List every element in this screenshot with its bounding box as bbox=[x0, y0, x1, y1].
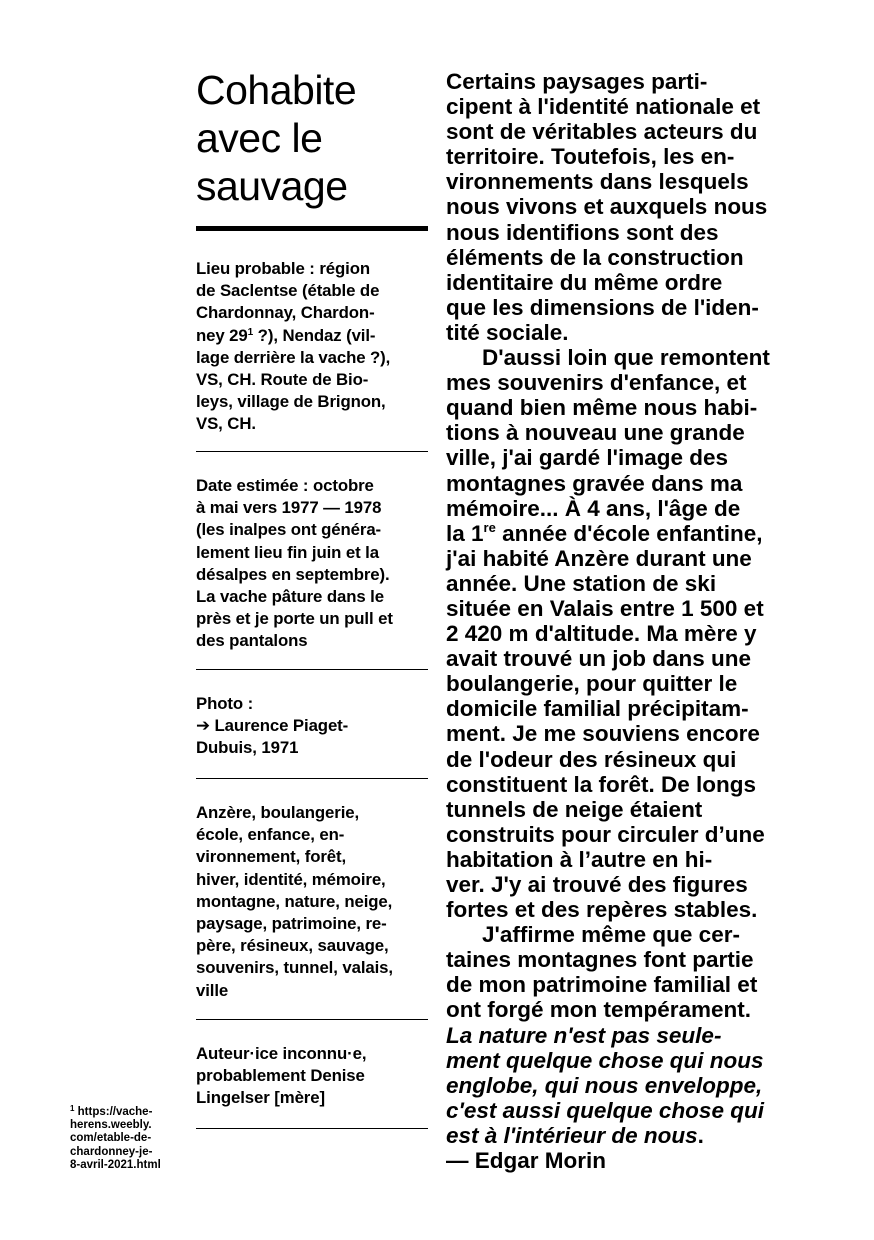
body-line: tunnels de neige étaient bbox=[446, 796, 703, 822]
body-line: nous identifions sont des bbox=[446, 219, 719, 245]
body-line: montagnes gravée dans ma bbox=[446, 470, 743, 496]
body-line: J'affirme même que cer- bbox=[482, 922, 740, 948]
body-line: que les dimensions de l'iden- bbox=[446, 294, 759, 320]
keywords-line: souvenirs, tunnel, valais, bbox=[196, 958, 393, 978]
body-line: ment. Je me souviens encore bbox=[446, 721, 760, 747]
page-title bbox=[196, 66, 428, 210]
body-line: nous vivons et auxquels nous bbox=[446, 194, 768, 220]
title-line: sauvage bbox=[196, 163, 348, 209]
body-line: fortes et des repères stables. bbox=[446, 897, 758, 923]
body-line: éléments de la construction bbox=[446, 244, 744, 270]
date-line: Date estimée : octobre bbox=[196, 476, 374, 495]
location-line: Lieu probable : région bbox=[196, 259, 371, 278]
body-line: ville, j'ai gardé l'image des bbox=[446, 445, 729, 471]
body-line: j'ai habité Anzère durant une bbox=[446, 545, 752, 571]
quote-line: c'est aussi quelque chose qui bbox=[446, 1097, 764, 1123]
quote-line bbox=[446, 1123, 818, 1148]
quote-line: La nature n'est pas seule- bbox=[446, 1022, 722, 1048]
keywords-line: ville bbox=[196, 980, 229, 1000]
location-block bbox=[196, 258, 432, 436]
location-line: lage derrière la vache ?), bbox=[196, 347, 391, 367]
divider bbox=[196, 1019, 428, 1020]
body-line: Certains paysages parti- bbox=[446, 69, 708, 94]
body-line: territoire. Toutefois, les en- bbox=[446, 144, 735, 170]
quote-period: . bbox=[697, 1122, 704, 1148]
body-line: avait trouvé un job dans une bbox=[446, 646, 752, 672]
body-text-fragment: année d'école enfantine, bbox=[495, 520, 763, 546]
keywords-line: hiver, identité, mémoire, bbox=[196, 869, 386, 889]
keywords-line: école, enfance, en- bbox=[196, 825, 345, 845]
body-line: quand bien même nous habi- bbox=[446, 395, 758, 421]
body-text-fragment: la 1 bbox=[446, 520, 484, 546]
footnote-marker: 1 bbox=[247, 326, 254, 338]
body-line: tité sociale. bbox=[446, 319, 569, 345]
body-line: située en Valais entre 1 500 et bbox=[446, 595, 764, 621]
keywords-line: Anzère, boulangerie, bbox=[196, 803, 360, 822]
author-block bbox=[196, 1043, 432, 1110]
date-line: La vache pâture dans le bbox=[196, 587, 384, 607]
body-line: taines montagnes font partie bbox=[446, 947, 754, 973]
title-line: avec le bbox=[196, 115, 323, 161]
keywords-line: montagne, nature, neige, bbox=[196, 891, 393, 911]
body-line: construits pour circuler d’une bbox=[446, 821, 765, 847]
date-block bbox=[196, 475, 432, 653]
footnote-text: https://vache- bbox=[74, 1106, 153, 1118]
body-text bbox=[446, 69, 818, 1173]
body-line: identitaire du même ordre bbox=[446, 269, 723, 295]
footnote-line: 8-avril-2021.html bbox=[70, 1158, 161, 1171]
location-line: leys, village de Brignon, bbox=[196, 392, 386, 412]
quote-line: ment quelque chose qui nous bbox=[446, 1047, 764, 1073]
photo-credit-line: Dubuis, 1971 bbox=[196, 738, 299, 758]
photo-credit-line bbox=[196, 715, 432, 737]
body-line: ver. J'y ai trouvé des figures bbox=[446, 872, 748, 897]
footnote-line: herens.weebly. bbox=[70, 1119, 152, 1132]
body-line: habitation à l’autre en hi- bbox=[446, 846, 713, 872]
location-line bbox=[196, 325, 432, 347]
keywords-line: paysage, patrimoine, re- bbox=[196, 914, 387, 934]
body-line bbox=[446, 521, 818, 546]
quote-attribution: — Edgar Morin bbox=[446, 1148, 607, 1174]
keywords-block bbox=[196, 802, 432, 1002]
photo-credit-block bbox=[196, 693, 432, 760]
body-line: domicile familial précipitam- bbox=[446, 696, 749, 722]
keywords-line: vironnement, forêt, bbox=[196, 847, 347, 867]
footnote-line bbox=[70, 1106, 190, 1119]
body-line: mémoire... À 4 ans, l'âge de bbox=[446, 495, 741, 521]
footnote-line: com/etable-de- bbox=[70, 1132, 152, 1145]
divider bbox=[196, 778, 428, 779]
body-line: cipent à l'identité nationale et bbox=[446, 94, 761, 120]
location-line: Chardonnay, Chardon- bbox=[196, 303, 375, 323]
divider bbox=[196, 669, 428, 670]
title-divider bbox=[196, 226, 428, 231]
divider bbox=[196, 451, 428, 452]
location-text: ney 29 bbox=[196, 325, 248, 345]
arrow-right-icon: ➔ bbox=[196, 716, 210, 736]
author-line: probablement Denise bbox=[196, 1066, 365, 1086]
body-line: tions à nouveau une grande bbox=[446, 420, 745, 446]
body-line: mes souvenirs d'enfance, et bbox=[446, 370, 747, 396]
author-line: Lingelser [mère] bbox=[196, 1088, 325, 1108]
date-line: près et je porte un pull et bbox=[196, 609, 393, 629]
body-line: boulangerie, pour quitter le bbox=[446, 671, 738, 697]
divider bbox=[196, 1128, 428, 1129]
quote-line: englobe, qui nous enveloppe, bbox=[446, 1072, 763, 1098]
footnote-line: chardonney-je- bbox=[70, 1145, 153, 1158]
title-line: Cohabite bbox=[196, 67, 357, 113]
date-line: (les inalpes ont généra- bbox=[196, 520, 382, 540]
body-line: D'aussi loin que remontent bbox=[482, 345, 770, 371]
body-line: de l'odeur des résineux qui bbox=[446, 746, 737, 772]
body-line: constituent la forêt. De longs bbox=[446, 771, 757, 797]
body-line: sont de véritables acteurs du bbox=[446, 119, 758, 145]
keywords-line: père, résineux, sauvage, bbox=[196, 936, 389, 956]
date-line: à mai vers 1977 — 1978 bbox=[196, 498, 382, 518]
location-line: de Saclentse (étable de bbox=[196, 281, 380, 301]
location-line: VS, CH. bbox=[196, 414, 256, 434]
location-text: ?), Nendaz (vil- bbox=[253, 325, 376, 345]
location-line: VS, CH. Route de Bio- bbox=[196, 370, 369, 390]
body-line: de mon patrimoine familial et bbox=[446, 972, 758, 998]
superscript: re bbox=[483, 519, 496, 535]
body-line: ont forgé mon tempérament. bbox=[446, 997, 752, 1023]
date-line: désalpes en septembre). bbox=[196, 564, 390, 584]
quote-text: est à l'intérieur de nous bbox=[446, 1122, 698, 1148]
date-line: lement lieu fin juin et la bbox=[196, 542, 379, 562]
body-line: vironnements dans lesquels bbox=[446, 169, 749, 195]
body-line: 2 420 m d'altitude. Ma mère y bbox=[446, 621, 757, 647]
photo-credit-name: Laurence Piaget- bbox=[209, 716, 349, 736]
photo-label: Photo : bbox=[196, 694, 254, 713]
footnote bbox=[70, 1106, 190, 1172]
body-line: année. Une station de ski bbox=[446, 570, 717, 596]
author-line: Auteur·ice inconnu·e, bbox=[196, 1044, 367, 1063]
footnote-number: 1 bbox=[70, 1104, 75, 1113]
date-line: des pantalons bbox=[196, 631, 308, 651]
